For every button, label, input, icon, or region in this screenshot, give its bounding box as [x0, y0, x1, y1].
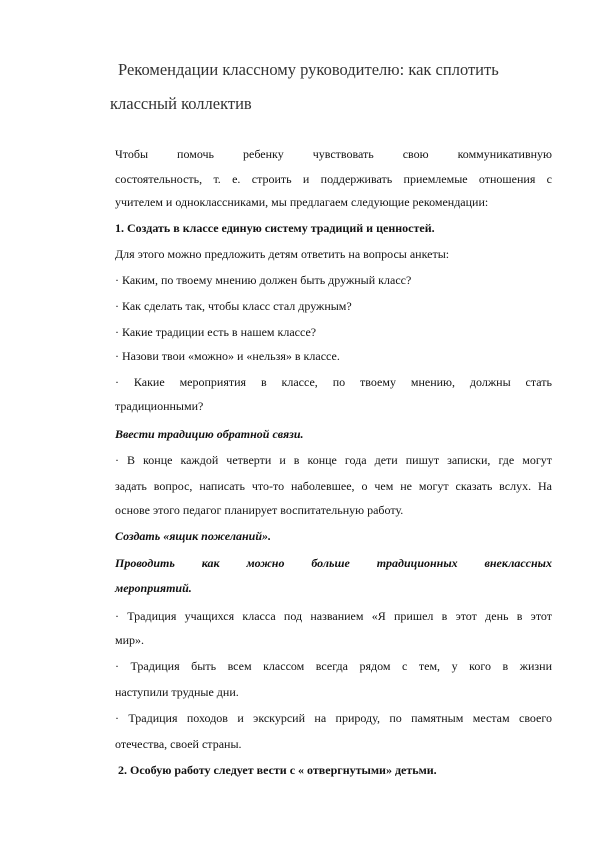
survey-lead: Для этого можно предложить детям ответить на вопросы анкеты: — [115, 247, 450, 261]
tradition-1-line-1: · Традиция учащихся класса под названием «Я пришел в этот день в этот — [115, 609, 552, 623]
feedback-line-2: задать вопрос, написать что-то наболевшее, о чем не могут сказать вслух. На — [115, 479, 552, 493]
tradition-1-line-2: мир». — [115, 633, 145, 647]
tradition-2-line-1: · Традиция быть всем классом всегда рядом с тем, у кого в жизни — [115, 659, 552, 673]
survey-question-4: · Назови твои «можно» и «нельзя» в классе. — [115, 349, 340, 363]
survey-question-2: · Как сделать так, чтобы класс стал дружным? — [115, 299, 352, 313]
feedback-line-1: · В конце каждой четверти и в конце года дети пишут записки, где могут — [115, 453, 552, 467]
wishbox-heading: Создать «ящик пожеланий». — [115, 529, 271, 543]
survey-question-1: · Каким, по твоему мнению должен быть дружный класс? — [115, 273, 412, 287]
tradition-3-line-2: отечества, своей страны. — [115, 737, 242, 751]
tradition-2-line-2: наступили трудные дни. — [115, 685, 239, 699]
events-heading-line-2: мероприятий. — [115, 581, 192, 595]
section2-heading: 2. Особую работу следует вести с « отвергнутыми» детьми. — [118, 763, 437, 777]
intro-line-1: Чтобы помочь ребенку чувствовать свою коммуникативную — [115, 147, 552, 161]
feedback-line-3: основе этого педагог планирует воспитательную работу. — [115, 503, 404, 517]
document-title-line-1: Рекомендации классному руководителю: как сплотить — [118, 60, 499, 79]
section1-heading: 1. Создать в классе единую систему традиций и ценностей. — [115, 221, 435, 235]
events-heading-line-1: Проводить как можно больше традиционных внеклассных — [115, 556, 552, 570]
survey-question-5-line-2: традиционными? — [115, 399, 204, 413]
intro-line-3: учителем и одноклассниками, мы предлагаем следующие рекомендации: — [115, 195, 489, 209]
document-title-line-2: классный коллектив — [110, 94, 252, 113]
tradition-3-line-1: · Традиция походов и экскурсий на природу, по памятным местам своего — [115, 711, 552, 725]
survey-question-5-line-1: · Какие мероприятия в классе, по твоему мнению, должны стать — [115, 375, 552, 389]
survey-question-3: · Какие традиции есть в нашем классе? — [115, 325, 317, 339]
feedback-heading: Ввести традицию обратной связи. — [115, 427, 304, 441]
intro-line-2: состоятельность, т. е. строить и поддерживать приемлемые отношения с — [115, 172, 552, 186]
